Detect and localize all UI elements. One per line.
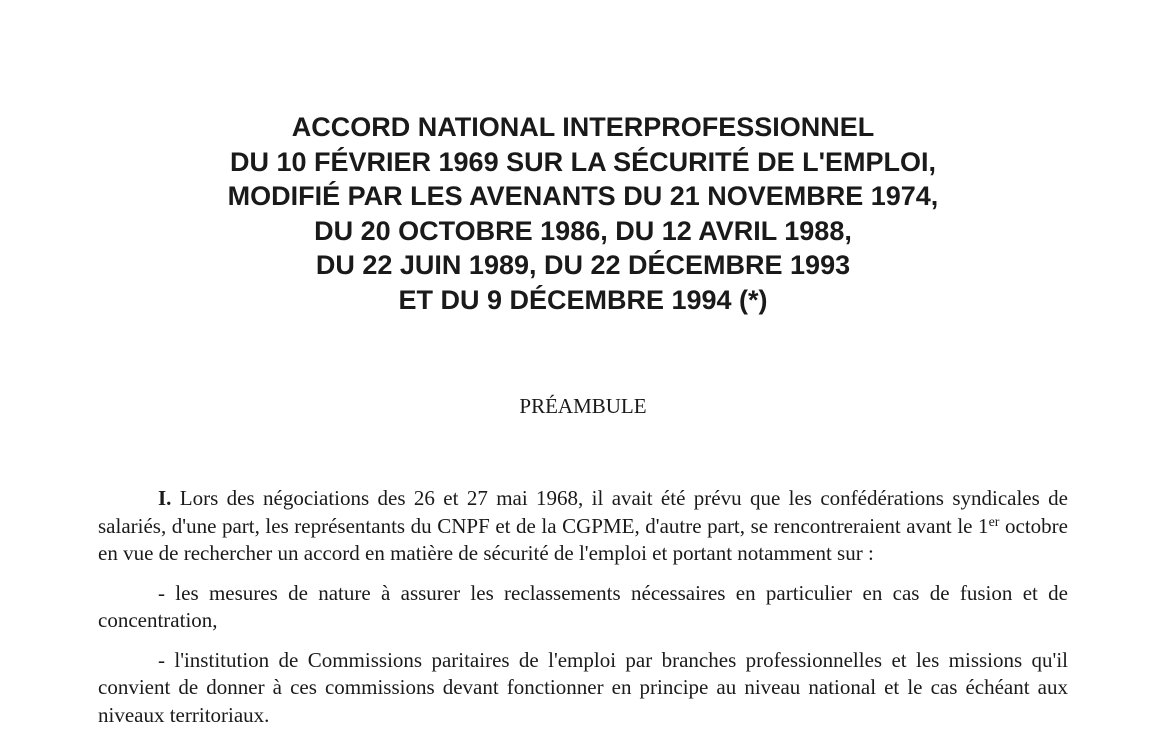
title-line-5: DU 22 JUIN 1989, DU 22 DÉCEMBRE 1993 [315,250,851,280]
paragraph-1-superscript: er [988,514,1000,530]
paragraph-1-label: I. [158,486,172,510]
title-line-2: DU 10 FÉVRIER 1969 SUR LA SÉCURITÉ DE L'EMPLOI, [229,146,937,177]
title-line-6: ET DU 9 DÉCEMBRE 1994 (*) [398,284,768,315]
title-line-4: DU 20 OCTOBRE 1986, DU 12 AVRIL 1988, [314,215,852,246]
title-line-3: MODIFIÉ PAR LES AVENANTS DU 21 NOVEMBRE 1974, [227,181,939,211]
section-heading-preambule: PRÉAMBULE [519,394,647,418]
paragraph-1 [98,485,1068,568]
paragraph-1-text-end: octobre en vue de rechercher un accord en matière de sécurité de l'emploi et portant notamment sur : [98,513,1068,565]
document-body [98,485,1068,741]
paragraph-2-list-item: - les mesures de nature à assurer les reclassements nécessaires en particulier en cas de fusion et de concentration, [98,580,1068,632]
document-title [100,110,1066,317]
paragraph-1-text-start: Lors des négociations des 26 et 27 mai 1968, il avait été prévu que les confédérations syndicales de salariés, d'une part, les représentants du CNPF et de la CGPME, d'autre part, se rencontreraient avant le 1 [98,486,1068,538]
paragraph-3-list-item: - l'institution de Commissions paritaires de l'emploi par branches professionnelles et les missions qu'il convient de donner à ces commissions devant fonctionner en principe au niveau national et le cas échéant aux niveaux territoriaux. [98,647,1068,727]
title-line-1: ACCORD NATIONAL INTERPROFESSIONNEL [291,112,875,142]
